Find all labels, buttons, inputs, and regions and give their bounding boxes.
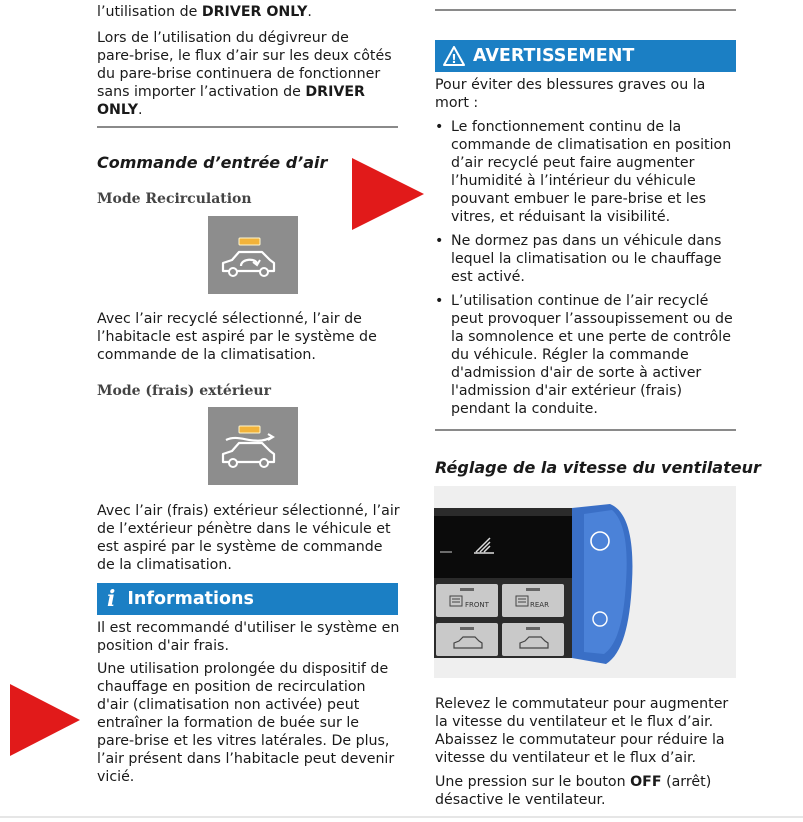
fresh-air-button-illustration [208,407,298,485]
info-title: Informations [127,589,254,609]
mode-recirculation-heading: Mode Recirculation [97,191,252,207]
warning-list [435,118,745,424]
recirculation-button-illustration [208,216,298,294]
info-paragraph-2: Une utilisation prolongée du dispositif de chauffage en position de recirculation d'air (climatisation non activée) peut entraîner la formation de buée sur le pare-brise et les vitres latérales. De plus, l’air présent dans l’habitacle peut devenir vicié. [97,661,395,785]
section-divider [97,126,398,128]
page-bottom-edge [0,816,803,818]
section-title-fan-speed: Réglage de la vitesse du ventilateur [435,458,761,477]
rear-defrost-label: REAR [530,601,549,609]
warning-bullet: • Le fonctionnement continu de la commande de climatisation en position d’air recyclé peut faire augmenter l’humidité à l’intérieur du véhicule pouvant embuer le pare-brise et les vitres, et réduisant la visibilité. [435,118,745,226]
red-arrow-pointer [352,158,424,230]
recirculation-description: Avec l’air recyclé sélectionné, l’air de l’habitacle est aspiré par le système de commande de la climatisation. [97,311,377,363]
svg-text:!: ! [451,52,457,66]
section-title-air-intake: Commande d’entrée d’air [97,153,328,172]
intro-line: l’utilisation de DRIVER ONLY. [97,4,312,20]
front-defrost-label: FRONT [465,601,489,609]
red-arrow-pointer [10,684,80,756]
fresh-air-description: Avec l’air (frais) extérieur sélectionné, l’air de l’extérieur pénètre dans le véhicule et est aspiré par le système de commande de la climatisation. [97,503,400,573]
climate-panel-graphic [434,486,736,678]
mode-fresh-heading: Mode (frais) extérieur [97,383,271,399]
warning-banner [435,40,736,72]
info-banner [97,583,398,615]
warning-title: AVERTISSEMENT [473,46,635,66]
warning-bullet: • Ne dormez pas dans un véhicule dans lequel la climatisation ou le chauffage est activé. [435,232,745,286]
warning-triangle-icon [443,46,465,66]
recirculation-icon [208,216,298,294]
info-paragraph-1: Il est recommandé d'utiliser le système en position d'air frais. [97,620,400,654]
fan-instructions: Relevez le commutateur pour augmenter la vitesse du ventilateur et le flux d’air. Abaissez le commutateur pour réduire la vitesse du ventilateur et le flux d’air. [435,696,729,766]
fan-control-panel-illustration [434,486,736,678]
fan-off-instructions: Une pression sur le bouton OFF (arrêt) désactive le ventilateur. [435,774,712,808]
fresh-air-icon [208,407,298,485]
info-icon: i [107,586,116,612]
warning-bullet: • L’utilisation continue de l’air recyclé peut provoquer l’assoupissement ou de la somnolence et une perte de contrôle du véhicule. Régler la commande d'admission d'air de sorte à activer l'admission d'air extérieur (frais) pendant la conduite. [435,292,745,418]
top-divider [435,9,736,11]
warning-end-divider [435,429,736,431]
warning-intro: Pour éviter des blessures graves ou la mort : [435,77,706,111]
driver-only-paragraph: Lors de l’utilisation du dégivreur de pare-brise, le flux d’air sur les deux côtés du pare-brise continuera de fonctionner sans importer l’activation de DRIVER ONLY. [97,30,392,118]
